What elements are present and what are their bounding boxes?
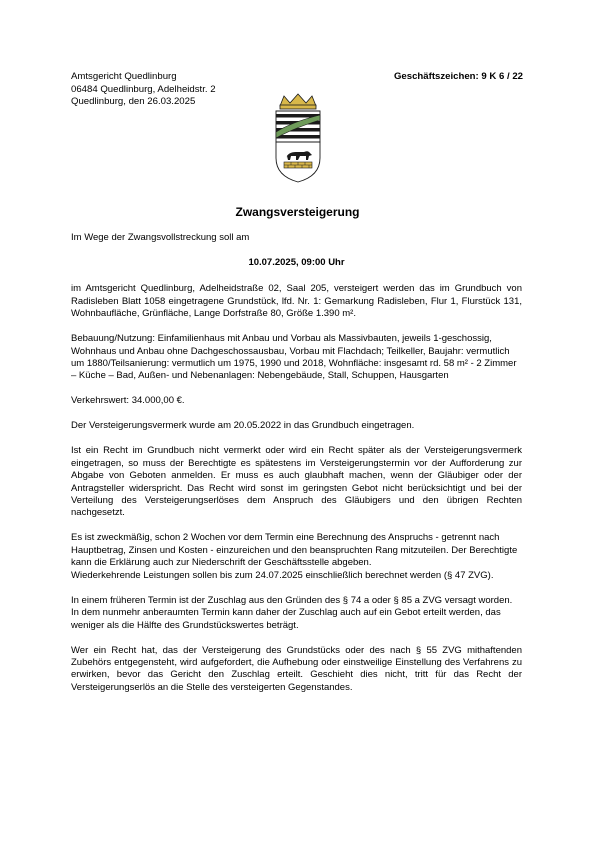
court-address: 06484 Quedlinburg, Adelheidstr. 2 [71, 83, 216, 95]
building-paragraph: Bebauung/Nutzung: Einfamilienhaus mit Anbau und Vorbau als Massivbauten, jeweils 1-geschossig, Wohnhaus und Anbau ohne Dachgeschossausbau, Vorbau mit Flachdach; Teilkeller, Baujahr: vermutlich um 1880/Teilsanierung: vermutlich um 1975, 1990 und 2018, Wohnfläche: insgesamt rd. 58 m² - 2 Zimmer – Küche – Bad, Außen- und Nebenanlagen: Nebengebäude, Stall, Schuppen, Hausgarten [71, 333, 517, 382]
court-name: Amtsgericht Quedlinburg [71, 71, 177, 82]
intro-text: Im Wege der Zwangsvollstreckung soll am [71, 232, 250, 243]
market-value: Verkehrswert: 34.000,00 €. [71, 395, 185, 407]
file-number: Geschäftszeichen: 9 K 6 / 22 [393, 71, 523, 82]
court-header [71, 71, 216, 109]
wall-icon [284, 162, 312, 168]
earlier-term-paragraph: In einem früheren Termin ist der Zuschlag aus den Gründen des § 74 a oder § 85 a ZVG versagt worden. In dem nunmehr anberaumten Termin kann daher der Zuschlag auch auf ein Gebot erteilt werden, das weniger als die Hälfte des Grundstückswertes beträgt. [71, 594, 513, 631]
document-body [71, 232, 522, 707]
place-date: Quedlinburg, den 26.03.2025 [71, 96, 196, 107]
recurring-paragraph: Wiederkehrende Leistungen sollen bis zum 24.07.2025 einschließlich berechnet werden (§ 47 ZVG). [71, 569, 494, 581]
coat-of-arms-icon [270, 92, 326, 186]
crown-icon [280, 94, 316, 109]
document-title: Zwangsversteigerung [235, 205, 360, 219]
objection-paragraph: Wer ein Recht hat, das der Versteigerung des Grundstücks oder des nach § 55 ZVG mithaftenden Zubehörs entgegensteht, wird aufgefordert, die Aufhebung oder einstweilige Einstellung des Verfahrens zu erwirken, bevor das Gericht den Zuschlag erteilt. Geschieht dies nicht, tritt für das Recht der Versteigerungserlös an die Stelle des versteigerten Gegenstandes. [71, 644, 522, 693]
registration-paragraph: Der Versteigerungsvermerk wurde am 20.05.2022 in das Grundbuch eingetragen. [71, 420, 415, 432]
auction-date: 10.07.2025, 09:00 Uhr [248, 257, 345, 268]
advice-paragraph: Es ist zweckmäßig, schon 2 Wochen vor dem Termin eine Berechnung des Anspruchs - getrennt nach Hauptbetrag, Zinsen und Kosten - einzureichen und den beanspruchten Rang mitzuteilen. Der Berechtigte kann die Erklärung auch zur Niederschrift der Geschäftsstelle abgeben. [71, 532, 518, 569]
location-paragraph: im Amtsgericht Quedlinburg, Adelheidstraße 02, Saal 205, versteigert werden das im Grundbuch von Radisleben Blatt 1058 eingetragene Grundstück, lfd. Nr. 1: Gemarkung Radisleben, Flur 1, Flurstück 131, Wohnbaufläche, Grünfläche, Lange Dorfstraße 80, Größe 1.390 m². [71, 283, 522, 320]
rights-paragraph: Ist ein Recht im Grundbuch nicht vermerkt oder wird ein Recht später als der Versteigerungsvermerk eingetragen, so muss der Berechtigte es spätestens im Versteigerungstermin vor der Aufforderung zur Abgabe von Geboten anmelden. Er muss es auch glaubhaft machen, wenn der Gläubiger oder der Antragsteller widerspricht. Das Recht wird sonst im geringsten Gebot nicht berücksichtigt und bei der Verteilung des Versteigerungserlöses dem Anspruch des Gläubigers und den übrigen Rechten nachgesetzt. [71, 445, 522, 519]
